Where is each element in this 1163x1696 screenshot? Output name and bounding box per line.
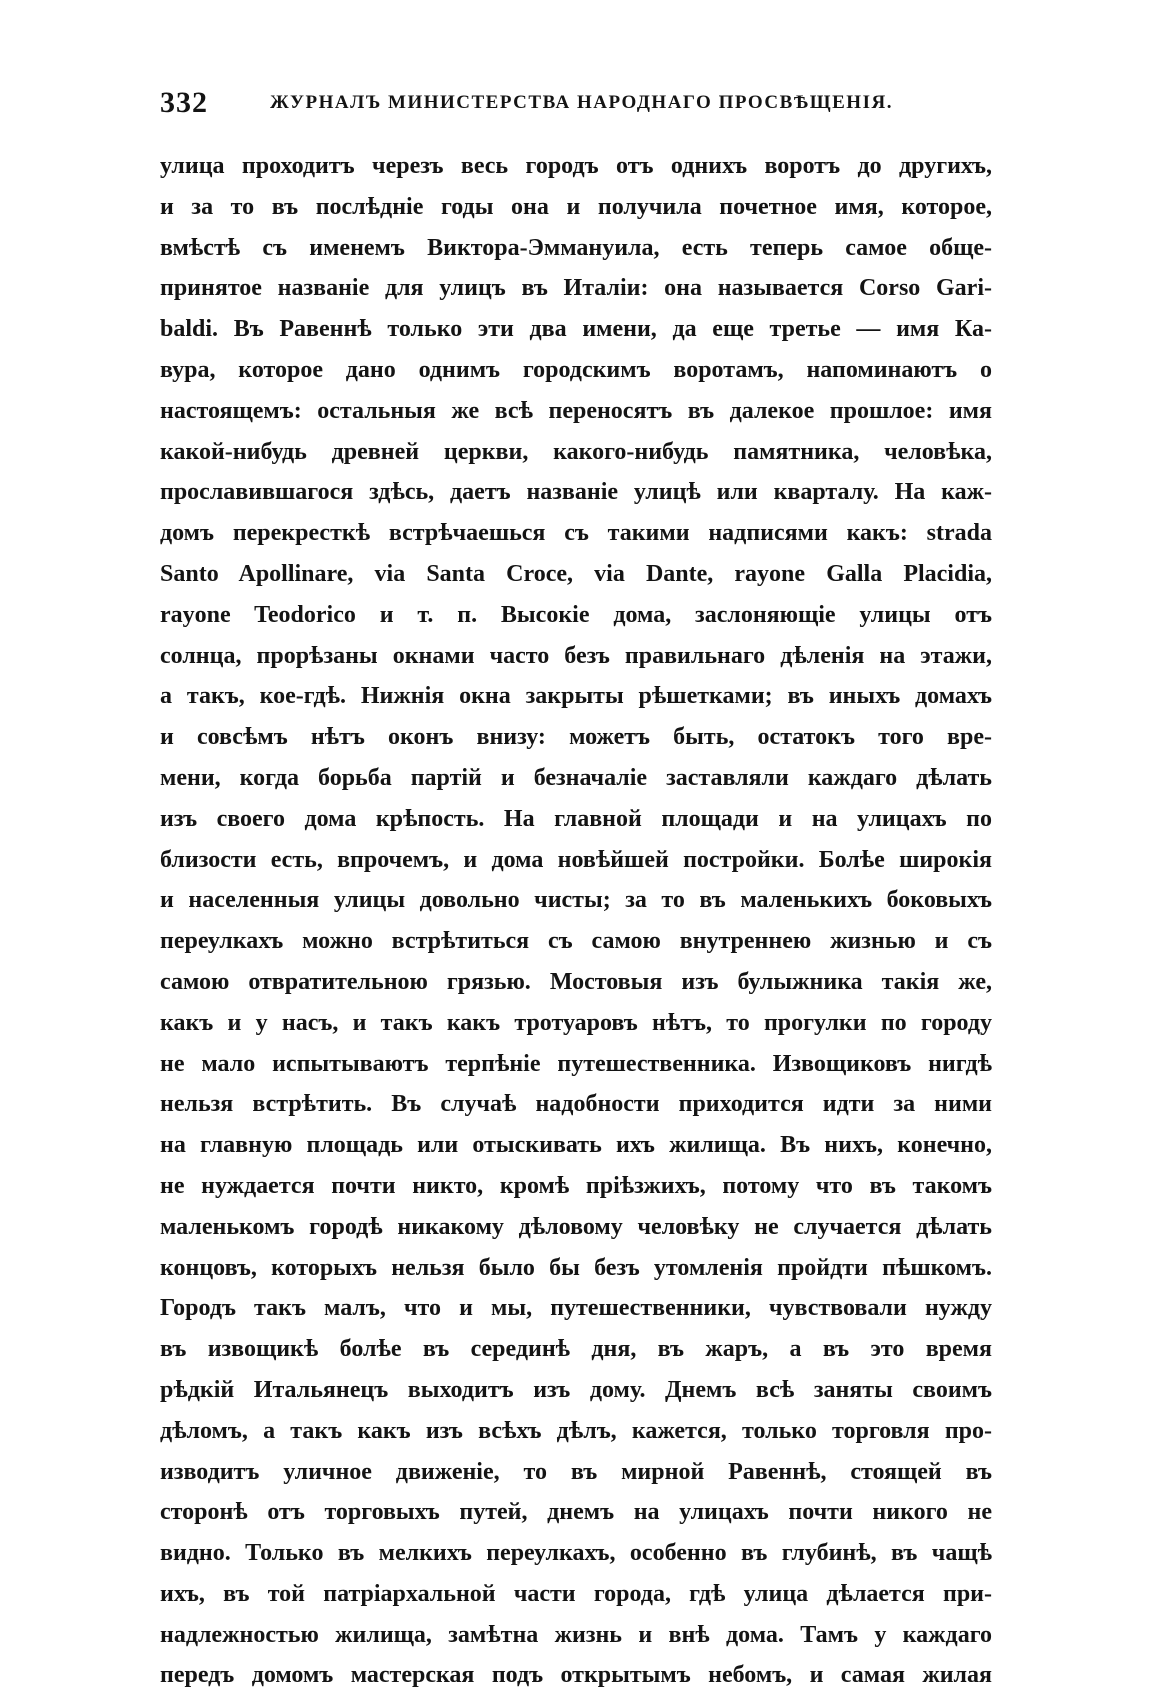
journal-title: ЖУРНАЛЪ МИНИСТЕРСТВА НАРОДНАГО ПРОСВѢЩЕНІЯ. [270, 92, 893, 113]
text-line: baldi. Въ Равеннѣ только эти два имени, да еще третье — имя Ка- [160, 316, 992, 343]
text-line: рѣдкій Итальянецъ выходитъ изъ дому. Днемъ всѣ заняты своимъ [160, 1376, 992, 1403]
text-line: не нуждается почти никто, кромѣ пріѣзжихъ, потому что въ такомъ [160, 1172, 992, 1199]
text-line: принятое названіе для улицъ въ Италіи: она называется Corso Gari- [160, 275, 992, 302]
text-line: не мало испытываютъ терпѣніе путешественника. Извощиковъ нигдѣ [160, 1050, 992, 1077]
text-line: Santo Apollinare, via Santa Croce, via Dante, rayone Galla Placidia, [160, 560, 992, 587]
text-line: маленькомъ городѣ никакому дѣловому человѣку не случается дѣлать [160, 1213, 992, 1240]
text-line: надлежностью жилища, замѣтна жизнь и внѣ дома. Тамъ у каждаго [160, 1621, 992, 1648]
text-line: и населенныя улицы довольно чисты; за то въ маленькихъ боковыхъ [160, 887, 992, 914]
text-line: домъ перекресткѣ встрѣчаешься съ такими надписями какъ: strada [160, 520, 992, 547]
text-line: видно. Только въ мелкихъ переулкахъ, особенно въ глубинѣ, въ чащѣ [160, 1540, 992, 1567]
text-line: ихъ, въ той патріархальной части города, гдѣ улица дѣлается при- [160, 1580, 992, 1607]
text-line: а такъ, кое-гдѣ. Нижнія окна закрыты рѣшетками; въ иныхъ домахъ [160, 683, 992, 710]
text-line: изъ своего дома крѣпость. На главной площади и на улицахъ по [160, 805, 992, 832]
text-line: какъ и у насъ, и такъ какъ тротуаровъ нѣтъ, то прогулки по городу [160, 1009, 992, 1036]
text-line: настоящемъ: остальныя же всѣ переносятъ въ далекое прошлое: имя [160, 397, 992, 424]
text-line: улица проходитъ черезъ весь городъ отъ однихъ воротъ до другихъ, [160, 153, 992, 179]
text-line: дѣломъ, а такъ какъ изъ всѣхъ дѣлъ, кажется, только торговля про- [160, 1417, 992, 1444]
text-line: переулкахъ можно встрѣтиться съ самою внутреннею жизнью и съ [160, 928, 992, 955]
text-line: вура, которое дано однимъ городскимъ воротамъ, напоминаютъ о [160, 356, 992, 383]
text-line: самою отвратительною грязью. Мостовыя изъ булыжника такія же, [160, 968, 992, 995]
text-line: и совсѣмъ нѣтъ оконъ внизу: можетъ быть, остатокъ того вре- [160, 724, 992, 751]
text-line: въ извощикѣ болѣе въ серединѣ дня, въ жаръ, а въ это время [160, 1336, 992, 1363]
text-line: вмѣстѣ съ именемъ Виктора-Эммануила, есть теперь самое обще- [160, 234, 992, 261]
page-number: 332 [160, 86, 208, 119]
text-line: прославившагося здѣсь, даетъ названіе улицѣ или кварталу. На каж- [160, 479, 992, 506]
running-head [160, 86, 990, 122]
text-line: какой-нибудь древней церкви, какого-нибудь памятника, человѣка, [160, 438, 992, 465]
text-line: передъ домомъ мастерская подъ открытымъ небомъ, и самая жилая [160, 1662, 992, 1689]
text-line: нельзя встрѣтить. Въ случаѣ надобности приходится идти за ними [160, 1091, 992, 1118]
text-line: Городъ такъ малъ, что и мы, путешественники, чувствовали нужду [160, 1295, 992, 1322]
text-line: концовъ, которыхъ нельзя было бы безъ утомленія пройдти пѣшкомъ. [160, 1254, 992, 1281]
body-text [160, 146, 992, 1696]
text-line: близости есть, впрочемъ, и дома новѣйшей постройки. Болѣе широкія [160, 846, 992, 873]
text-line: мени, когда борьба партій и безначаліе заставляли каждаго дѣлать [160, 764, 992, 791]
text-line: изводитъ уличное движеніе, то въ мирной Равеннѣ, стоящей въ [160, 1458, 992, 1485]
text-line: сторонѣ отъ торговыхъ путей, днемъ на улицахъ почти никого не [160, 1499, 992, 1526]
text-line: на главную площадь или отыскивать ихъ жилища. Въ нихъ, конечно, [160, 1132, 992, 1159]
text-line: солнца, прорѣзаны окнами часто безъ правильнаго дѣленія на этажи, [160, 642, 992, 669]
text-line: и за то въ послѣдніе годы она и получила почетное имя, которое, [160, 193, 992, 220]
text-line: rayone Teodorico и т. п. Высокіе дома, заслоняющіе улицы отъ [160, 601, 992, 628]
